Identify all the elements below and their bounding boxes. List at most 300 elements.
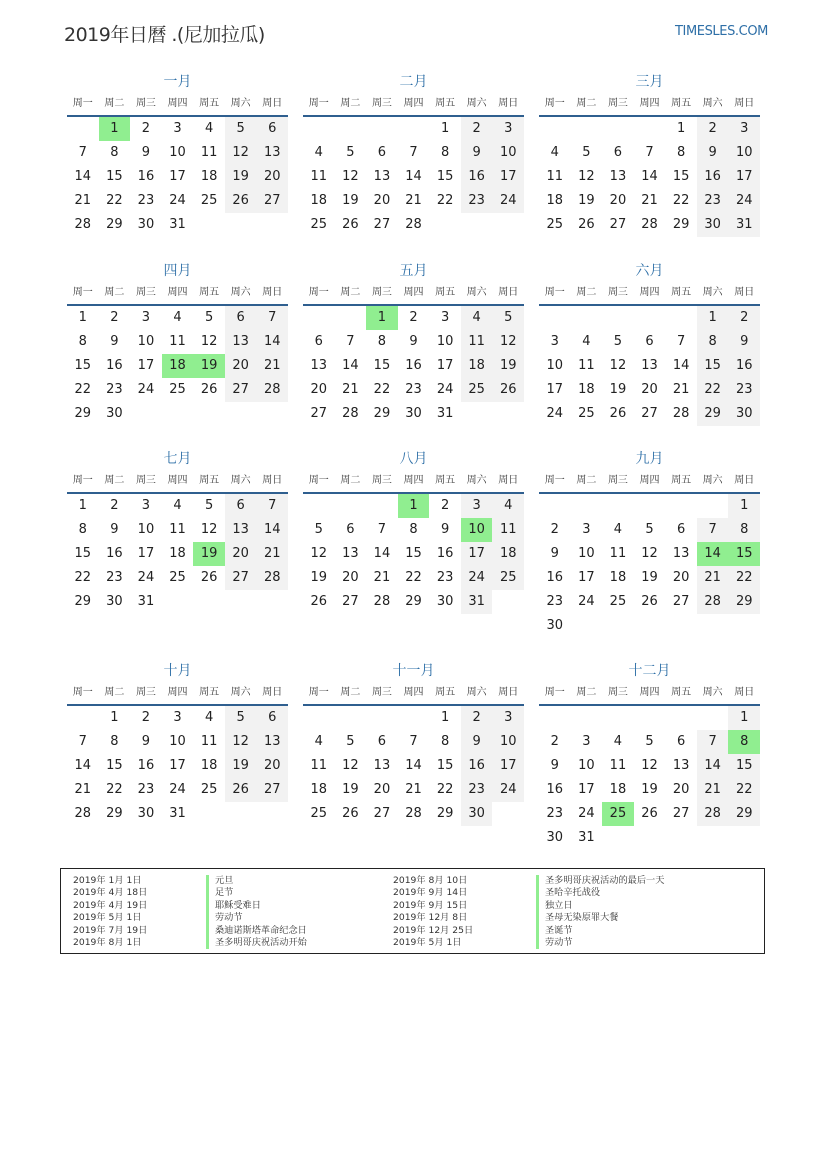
empty-day-cell bbox=[634, 494, 666, 518]
holiday-date: 2019年 5月 1日 bbox=[393, 937, 462, 949]
month-block bbox=[67, 72, 288, 237]
day-cell: 10 bbox=[169, 145, 186, 160]
month-block bbox=[303, 261, 524, 426]
day-cell: 25 bbox=[169, 382, 186, 397]
day-cell: 8 bbox=[728, 730, 760, 754]
day-cell: 3 bbox=[728, 117, 760, 141]
day-cell: 19 bbox=[578, 193, 595, 208]
day-cell: 23 bbox=[405, 382, 422, 397]
day-cell: 18 bbox=[162, 354, 194, 378]
day-cell: 10 bbox=[137, 522, 155, 537]
day-cell: 14 bbox=[256, 518, 288, 542]
empty-day-cell bbox=[571, 706, 603, 730]
holiday-names-left bbox=[206, 875, 307, 949]
day-cell: 25 bbox=[578, 406, 595, 421]
weekday-label: 周三 bbox=[135, 475, 156, 486]
week-row bbox=[67, 494, 288, 518]
day-cell: 11 bbox=[546, 169, 564, 184]
day-cell: 8 bbox=[110, 734, 119, 749]
week-row bbox=[303, 354, 524, 378]
day-cell: 28 bbox=[672, 406, 690, 421]
day-cell: 5 bbox=[582, 145, 591, 160]
empty-day-cell bbox=[571, 306, 603, 330]
day-cell: 26 bbox=[609, 406, 627, 421]
day-cell: 25 bbox=[200, 193, 218, 208]
day-cell: 7 bbox=[697, 518, 729, 542]
day-cell: 4 bbox=[314, 145, 323, 160]
weekday-label: 周日 bbox=[734, 287, 755, 298]
day-cell: 5 bbox=[204, 498, 214, 513]
day-cell: 20 bbox=[641, 382, 658, 397]
day-cell: 17 bbox=[436, 358, 454, 373]
month-name: 八月 bbox=[399, 451, 428, 467]
day-cell: 1 bbox=[99, 117, 131, 141]
weekday-label: 周日 bbox=[734, 475, 755, 486]
day-cell: 16 bbox=[106, 546, 123, 561]
day-cell: 25 bbox=[169, 570, 186, 585]
day-cell: 29 bbox=[672, 217, 690, 232]
empty-day-cell bbox=[697, 706, 729, 730]
day-cell: 9 bbox=[550, 758, 559, 773]
day-cell: 27 bbox=[373, 806, 391, 821]
day-cell: 6 bbox=[645, 334, 654, 349]
weekday-label: 周三 bbox=[607, 287, 628, 298]
day-cell: 14 bbox=[697, 754, 729, 778]
day-cell: 10 bbox=[492, 730, 524, 754]
day-cell: 20 bbox=[310, 382, 328, 397]
day-cell: 12 bbox=[225, 141, 257, 165]
day-cell: 13 bbox=[672, 546, 690, 561]
day-cell: 25 bbox=[310, 806, 328, 821]
weekday-label: 周三 bbox=[135, 98, 156, 109]
empty-day-cell bbox=[665, 826, 697, 850]
weekday-header bbox=[67, 281, 288, 306]
weekday-label: 周日 bbox=[498, 687, 519, 698]
weekday-label: 周日 bbox=[262, 98, 283, 109]
day-cell: 6 bbox=[676, 522, 686, 537]
empty-day-cell bbox=[303, 306, 335, 330]
week-row bbox=[67, 354, 288, 378]
month-name: 四月 bbox=[163, 263, 192, 279]
weekday-label: 周三 bbox=[607, 98, 628, 109]
day-cell: 22 bbox=[373, 382, 391, 397]
day-cell: 28 bbox=[373, 594, 391, 609]
day-cell: 25 bbox=[200, 782, 218, 797]
empty-day-cell bbox=[335, 494, 367, 518]
day-cell: 29 bbox=[74, 594, 92, 609]
day-cell: 15 bbox=[74, 546, 92, 561]
day-cell: 15 bbox=[728, 754, 760, 778]
day-cell: 14 bbox=[74, 758, 92, 773]
empty-day-cell bbox=[602, 614, 634, 638]
day-cell: 23 bbox=[137, 193, 155, 208]
day-cell: 29 bbox=[728, 590, 760, 614]
day-cell: 29 bbox=[373, 406, 391, 421]
empty-day-cell bbox=[634, 117, 666, 141]
day-cell: 27 bbox=[609, 217, 627, 232]
empty-day-cell bbox=[539, 706, 571, 730]
day-cell: 12 bbox=[641, 546, 658, 561]
day-cell: 6 bbox=[256, 706, 288, 730]
weekday-label: 周四 bbox=[167, 475, 188, 486]
day-cell: 30 bbox=[546, 618, 564, 633]
day-cell: 16 bbox=[461, 165, 493, 189]
empty-day-cell bbox=[225, 802, 257, 826]
day-cell: 2 bbox=[550, 522, 559, 537]
empty-day-cell bbox=[461, 402, 493, 426]
day-cell: 19 bbox=[225, 165, 257, 189]
day-cell: 9 bbox=[141, 145, 151, 160]
holiday-date: 2019年 12月 25日 bbox=[393, 924, 474, 936]
week-row bbox=[303, 378, 524, 402]
empty-day-cell bbox=[634, 614, 666, 638]
day-cell: 28 bbox=[74, 806, 92, 821]
weekday-label: 周六 bbox=[466, 98, 487, 109]
day-cell: 10 bbox=[728, 141, 760, 165]
day-cell: 25 bbox=[310, 217, 328, 232]
day-cell: 21 bbox=[697, 778, 729, 802]
day-cell: 16 bbox=[546, 570, 564, 585]
day-cell: 26 bbox=[200, 382, 218, 397]
day-cell: 26 bbox=[641, 594, 658, 609]
day-cell: 13 bbox=[310, 358, 328, 373]
day-cell: 28 bbox=[342, 406, 359, 421]
day-cell: 9 bbox=[141, 734, 151, 749]
day-cell: 10 bbox=[546, 358, 564, 373]
day-cell: 13 bbox=[225, 518, 257, 542]
day-cell: 3 bbox=[582, 734, 591, 749]
week-row bbox=[539, 378, 760, 402]
weekday-label: 周二 bbox=[104, 98, 125, 109]
holiday-name: 桑迪诺斯塔革命纪念日 bbox=[206, 925, 307, 937]
day-cell: 21 bbox=[256, 542, 288, 566]
day-cell: 9 bbox=[440, 522, 450, 537]
empty-day-cell bbox=[665, 494, 697, 518]
day-cell: 24 bbox=[137, 382, 155, 397]
day-cell: 16 bbox=[546, 782, 564, 797]
week-row bbox=[67, 165, 288, 189]
empty-day-cell bbox=[303, 117, 335, 141]
empty-day-cell bbox=[492, 213, 524, 237]
day-cell: 22 bbox=[436, 782, 454, 797]
day-cell: 25 bbox=[602, 802, 634, 826]
day-cell: 6 bbox=[377, 145, 387, 160]
empty-day-cell bbox=[602, 117, 634, 141]
day-cell: 13 bbox=[256, 730, 288, 754]
empty-day-cell bbox=[461, 213, 493, 237]
site-brand-link[interactable]: TIMESLES.COM bbox=[674, 24, 768, 39]
month-name: 十月 bbox=[163, 663, 192, 679]
day-cell: 19 bbox=[225, 754, 257, 778]
day-cell: 23 bbox=[436, 570, 454, 585]
day-cell: 22 bbox=[74, 570, 92, 585]
month-name: 六月 bbox=[635, 263, 664, 279]
holiday-date: 2019年 9月 15日 bbox=[393, 899, 468, 911]
empty-day-cell bbox=[492, 590, 524, 614]
day-cell: 24 bbox=[578, 594, 595, 609]
week-row bbox=[303, 754, 524, 778]
holiday-date: 2019年 8月 10日 bbox=[393, 875, 468, 886]
month-block bbox=[67, 449, 288, 614]
holiday-name: 足节 bbox=[206, 887, 307, 899]
day-cell: 1 bbox=[676, 121, 686, 136]
weekday-label: 周三 bbox=[371, 475, 392, 486]
day-cell: 13 bbox=[373, 758, 391, 773]
day-cell: 17 bbox=[578, 782, 595, 797]
day-cell: 14 bbox=[373, 546, 391, 561]
day-cell: 13 bbox=[672, 758, 690, 773]
day-cell: 2 bbox=[461, 117, 493, 141]
day-cell: 13 bbox=[342, 546, 359, 561]
day-cell: 13 bbox=[225, 330, 257, 354]
day-cell: 2 bbox=[141, 121, 151, 136]
day-cell: 26 bbox=[200, 570, 218, 585]
week-row bbox=[539, 494, 760, 518]
day-cell: 30 bbox=[436, 594, 454, 609]
day-cell: 7 bbox=[256, 306, 288, 330]
day-cell: 14 bbox=[405, 758, 422, 773]
empty-day-cell bbox=[665, 306, 697, 330]
empty-day-cell bbox=[193, 213, 225, 237]
empty-day-cell bbox=[602, 706, 634, 730]
weekday-label: 周五 bbox=[435, 687, 456, 698]
weekday-label: 周二 bbox=[576, 98, 597, 109]
day-cell: 28 bbox=[697, 802, 729, 826]
week-row bbox=[539, 614, 760, 638]
day-cell: 3 bbox=[461, 494, 493, 518]
day-cell: 15 bbox=[405, 546, 422, 561]
week-row bbox=[303, 189, 524, 213]
day-cell: 1 bbox=[728, 494, 760, 518]
week-row bbox=[303, 213, 524, 237]
day-cell: 29 bbox=[697, 402, 729, 426]
weekday-label: 周五 bbox=[671, 98, 692, 109]
day-cell: 8 bbox=[697, 330, 729, 354]
day-cell: 5 bbox=[645, 734, 654, 749]
day-cell: 26 bbox=[641, 806, 658, 821]
day-cell: 15 bbox=[672, 169, 690, 184]
day-cell: 11 bbox=[169, 334, 186, 349]
weekday-label: 周六 bbox=[702, 475, 723, 486]
empty-day-cell bbox=[335, 706, 367, 730]
weekday-label: 周五 bbox=[671, 475, 692, 486]
holiday-date: 2019年 9月 14日 bbox=[393, 887, 468, 899]
day-cell: 11 bbox=[578, 358, 595, 373]
day-cell: 11 bbox=[492, 518, 524, 542]
day-cell: 27 bbox=[342, 594, 359, 609]
weekday-header bbox=[303, 469, 524, 494]
weekday-header bbox=[539, 681, 760, 706]
week-row bbox=[303, 330, 524, 354]
day-cell: 26 bbox=[225, 189, 257, 213]
day-cell: 10 bbox=[578, 546, 595, 561]
week-row bbox=[67, 802, 288, 826]
week-row bbox=[539, 354, 760, 378]
weekday-label: 周一 bbox=[544, 98, 565, 109]
day-cell: 10 bbox=[436, 334, 454, 349]
week-row bbox=[67, 141, 288, 165]
empty-day-cell bbox=[634, 306, 666, 330]
day-cell: 26 bbox=[492, 378, 524, 402]
holiday-dates-left bbox=[73, 875, 147, 949]
month-name: 七月 bbox=[163, 451, 192, 467]
weekday-label: 周一 bbox=[544, 687, 565, 698]
weekday-label: 周一 bbox=[308, 475, 329, 486]
day-cell: 21 bbox=[641, 193, 658, 208]
week-row bbox=[303, 117, 524, 141]
day-cell: 21 bbox=[672, 382, 690, 397]
day-cell: 31 bbox=[728, 213, 760, 237]
holiday-name: 独立日 bbox=[536, 900, 664, 912]
empty-day-cell bbox=[429, 213, 461, 237]
empty-day-cell bbox=[665, 706, 697, 730]
weekday-label: 周六 bbox=[466, 475, 487, 486]
empty-day-cell bbox=[602, 494, 634, 518]
day-cell: 17 bbox=[169, 758, 186, 773]
day-cell: 5 bbox=[225, 706, 257, 730]
day-cell: 27 bbox=[225, 378, 257, 402]
weekday-label: 周一 bbox=[308, 687, 329, 698]
day-cell: 23 bbox=[697, 189, 729, 213]
week-row bbox=[67, 590, 288, 614]
day-cell: 30 bbox=[461, 802, 493, 826]
empty-day-cell bbox=[571, 614, 603, 638]
day-cell: 20 bbox=[672, 782, 690, 797]
day-cell: 6 bbox=[346, 522, 355, 537]
day-cell: 11 bbox=[461, 330, 493, 354]
weekday-label: 周五 bbox=[671, 287, 692, 298]
weekday-label: 周一 bbox=[72, 287, 93, 298]
weekday-label: 周一 bbox=[72, 98, 93, 109]
week-row bbox=[539, 802, 760, 826]
day-cell: 18 bbox=[609, 570, 627, 585]
day-cell: 14 bbox=[74, 169, 92, 184]
day-cell: 28 bbox=[405, 806, 422, 821]
day-cell: 3 bbox=[550, 334, 559, 349]
day-cell: 21 bbox=[74, 782, 92, 797]
day-cell: 8 bbox=[110, 145, 119, 160]
day-cell: 21 bbox=[373, 570, 391, 585]
day-cell: 23 bbox=[461, 778, 493, 802]
week-row bbox=[539, 117, 760, 141]
empty-day-cell bbox=[539, 494, 571, 518]
day-cell: 22 bbox=[728, 566, 760, 590]
day-cell: 27 bbox=[373, 217, 391, 232]
holiday-date: 2019年 12月 8日 bbox=[393, 912, 468, 924]
day-cell: 18 bbox=[461, 354, 493, 378]
day-cell: 22 bbox=[106, 782, 123, 797]
day-cell: 19 bbox=[609, 382, 627, 397]
day-cell: 14 bbox=[672, 358, 690, 373]
weekday-label: 周六 bbox=[230, 98, 251, 109]
day-cell: 24 bbox=[461, 566, 493, 590]
day-cell: 11 bbox=[310, 169, 328, 184]
month-block bbox=[67, 261, 288, 426]
day-cell: 24 bbox=[169, 193, 186, 208]
day-cell: 4 bbox=[173, 498, 182, 513]
weekday-label: 周二 bbox=[340, 687, 361, 698]
day-cell: 26 bbox=[342, 217, 359, 232]
day-cell: 12 bbox=[342, 758, 359, 773]
holiday-names-right bbox=[536, 875, 664, 949]
weekday-label: 周二 bbox=[340, 287, 361, 298]
weekday-label: 周四 bbox=[167, 98, 188, 109]
day-cell: 16 bbox=[405, 358, 422, 373]
month-block bbox=[303, 449, 524, 614]
day-cell: 9 bbox=[409, 334, 418, 349]
day-cell: 8 bbox=[78, 334, 87, 349]
day-cell: 20 bbox=[225, 542, 257, 566]
empty-day-cell bbox=[130, 402, 162, 426]
day-cell: 28 bbox=[256, 566, 288, 590]
week-row bbox=[67, 378, 288, 402]
day-cell: 15 bbox=[106, 758, 123, 773]
weekday-label: 周二 bbox=[576, 687, 597, 698]
weekday-label: 周四 bbox=[639, 98, 660, 109]
day-cell: 30 bbox=[697, 213, 729, 237]
weekday-label: 周三 bbox=[371, 687, 392, 698]
day-cell: 14 bbox=[697, 542, 729, 566]
day-cell: 24 bbox=[137, 570, 155, 585]
empty-day-cell bbox=[602, 306, 634, 330]
week-row bbox=[303, 590, 524, 614]
day-cell: 16 bbox=[728, 354, 760, 378]
holiday-name: 圣多明哥庆祝活动开始 bbox=[206, 937, 307, 949]
day-cell: 29 bbox=[106, 806, 123, 821]
day-cell: 26 bbox=[310, 594, 328, 609]
day-cell: 15 bbox=[373, 358, 391, 373]
weekday-header bbox=[539, 92, 760, 117]
day-cell: 21 bbox=[256, 354, 288, 378]
day-cell: 10 bbox=[169, 734, 186, 749]
day-cell: 22 bbox=[436, 193, 454, 208]
empty-day-cell bbox=[634, 706, 666, 730]
empty-day-cell bbox=[256, 590, 288, 614]
day-cell: 7 bbox=[409, 734, 418, 749]
weekday-label: 周四 bbox=[639, 475, 660, 486]
day-cell: 20 bbox=[672, 570, 690, 585]
day-cell: 23 bbox=[728, 378, 760, 402]
day-cell: 11 bbox=[169, 522, 186, 537]
week-row bbox=[539, 590, 760, 614]
day-cell: 24 bbox=[492, 189, 524, 213]
holiday-name: 劳动节 bbox=[536, 937, 664, 949]
empty-day-cell bbox=[162, 402, 194, 426]
day-cell: 25 bbox=[546, 217, 564, 232]
weekday-label: 周六 bbox=[466, 287, 487, 298]
weekday-label: 周五 bbox=[435, 287, 456, 298]
empty-day-cell bbox=[256, 213, 288, 237]
week-row bbox=[539, 330, 760, 354]
day-cell: 16 bbox=[436, 546, 454, 561]
empty-day-cell bbox=[492, 802, 524, 826]
empty-day-cell bbox=[398, 117, 430, 141]
day-cell: 4 bbox=[204, 121, 214, 136]
weekday-label: 周六 bbox=[466, 687, 487, 698]
week-row bbox=[303, 730, 524, 754]
weekday-label: 周二 bbox=[104, 475, 125, 486]
weekday-label: 周二 bbox=[104, 687, 125, 698]
empty-day-cell bbox=[492, 402, 524, 426]
day-cell: 4 bbox=[204, 710, 214, 725]
day-cell: 4 bbox=[314, 734, 323, 749]
day-cell: 1 bbox=[110, 710, 119, 725]
weekday-label: 周一 bbox=[72, 475, 93, 486]
week-row bbox=[539, 566, 760, 590]
week-row bbox=[67, 706, 288, 730]
day-cell: 12 bbox=[641, 758, 658, 773]
day-cell: 31 bbox=[436, 406, 454, 421]
